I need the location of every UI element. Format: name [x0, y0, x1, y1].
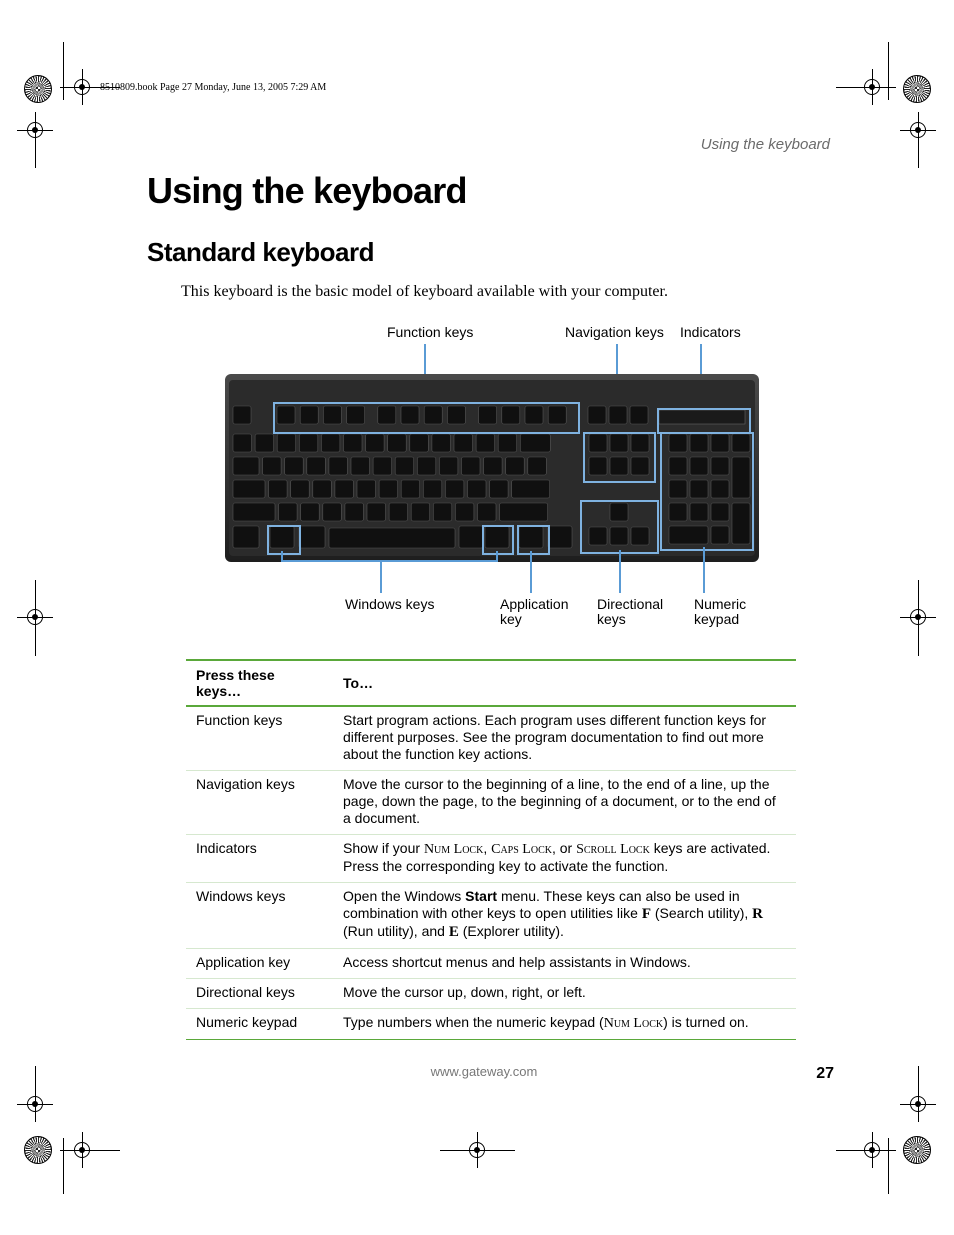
table-row — [186, 949, 796, 979]
keyboard-key — [498, 434, 517, 452]
keyboard-key — [345, 503, 364, 521]
leader-numeric-keypad — [703, 547, 705, 593]
keyboard-key — [455, 503, 474, 521]
num-lock-key: Num Lock — [423, 842, 484, 857]
running-head: Using the keyboard — [700, 136, 830, 153]
keyboard-key — [233, 406, 251, 424]
start-menu-label: Start — [465, 888, 498, 904]
keyboard-key — [279, 503, 298, 521]
table-row — [186, 771, 796, 835]
highlight-application-key — [517, 525, 550, 555]
row-desc: Start program actions. Each program uses different function keys for different purposes. See the program documentation to find out more about the function key actions. — [333, 706, 796, 771]
page-number: 27 — [816, 1065, 834, 1082]
print-slug: 8510809.book Page 27 Monday, June 13, 2005 7:29 AM — [100, 82, 327, 93]
keyboard-key — [307, 457, 326, 475]
keyboard-key — [233, 526, 259, 548]
keyboard-key — [301, 503, 320, 521]
highlight-windows-key-right — [482, 525, 514, 555]
keyboard-key — [389, 503, 408, 521]
keyboard-key — [233, 503, 275, 521]
keyboard-key — [528, 457, 547, 475]
header-to: To… — [333, 660, 796, 706]
table-row — [186, 1009, 796, 1040]
leader-windows-keys — [380, 561, 382, 593]
keyboard-key — [379, 480, 398, 498]
row-key: Indicators — [186, 835, 333, 883]
row-key: Windows keys — [186, 883, 333, 949]
callout-indicators: Indicators — [680, 324, 741, 340]
leader-application-key — [530, 551, 532, 593]
page-title: Using the keyboard — [147, 170, 467, 211]
row-key: Directional keys — [186, 979, 333, 1009]
intro-paragraph: This keyboard is the basic model of keyboard available with your computer. — [181, 283, 668, 300]
row-key: Application key — [186, 949, 333, 979]
keyboard-key — [233, 480, 265, 498]
callout-navigation-keys: Navigation keys — [565, 324, 664, 340]
table-row — [186, 835, 796, 883]
table-row — [186, 706, 796, 771]
keyboard-key — [417, 457, 436, 475]
highlight-navigation-keys — [583, 432, 656, 483]
table-row — [186, 883, 796, 949]
keyboard-key — [484, 457, 503, 475]
callout-numeric-keypad: Numeric keypad — [694, 596, 747, 627]
keyboard-key — [285, 457, 304, 475]
keyboard-key — [588, 406, 606, 424]
table-row — [186, 979, 796, 1009]
keyboard-key — [506, 457, 525, 475]
keyboard-key — [299, 526, 325, 548]
keyboard-key — [433, 503, 452, 521]
keyboard-key — [490, 480, 509, 498]
keyboard-key — [233, 457, 259, 475]
section-title: Standard keyboard — [147, 237, 375, 267]
keyboard-key — [357, 480, 376, 498]
keyboard-key — [323, 503, 342, 521]
keyboard-key — [476, 434, 495, 452]
caps-lock-key: Caps Lock — [491, 842, 552, 857]
keyboard-key — [454, 434, 473, 452]
row-desc: Access shortcut menus and help assistants in Windows. — [333, 949, 796, 979]
keyboard-key — [520, 434, 550, 452]
highlight-numeric-keypad — [660, 432, 754, 551]
keyboard-key — [313, 480, 332, 498]
keys-table — [186, 659, 796, 1040]
keyboard-key — [462, 457, 481, 475]
highlight-windows-key-left — [267, 525, 301, 555]
keyboard-key — [439, 457, 458, 475]
row-desc: Type numbers when the numeric keypad (Num Lock) is turned on. — [333, 1009, 796, 1040]
callout-directional-keys: Directional keys — [597, 596, 664, 627]
callout-windows-keys: Windows keys — [345, 596, 435, 612]
keyboard-key — [255, 434, 274, 452]
callout-function-keys: Function keys — [387, 324, 474, 340]
highlight-indicators — [657, 408, 751, 434]
scroll-lock-key: Scroll Lock — [576, 842, 650, 857]
leader-windows-bridge — [281, 560, 498, 562]
table-header-row — [186, 660, 796, 706]
highlight-directional-keys — [580, 500, 659, 554]
keyboard-key — [335, 480, 354, 498]
keyboard-key — [373, 457, 392, 475]
keyboard-key — [468, 480, 487, 498]
keyboard-key — [411, 503, 430, 521]
keyboard-key — [609, 406, 627, 424]
keyboard-key — [367, 503, 386, 521]
header-press-keys: Press these keys… — [186, 660, 333, 706]
keyboard-key — [299, 434, 318, 452]
keyboard-key — [263, 457, 282, 475]
keyboard-key — [321, 434, 340, 452]
keyboard-key — [410, 434, 429, 452]
row-desc: Move the cursor up, down, right, or left. — [333, 979, 796, 1009]
leader-directional-keys — [619, 550, 621, 593]
keyboard-key — [344, 434, 363, 452]
row-desc: Open the Windows Start menu. These keys can also be used in combination with other keys to open utilities like F (Search utility), R (Run utility), and E (Explorer utility). — [333, 883, 796, 949]
row-key: Numeric keypad — [186, 1009, 333, 1040]
keyboard-key — [478, 503, 497, 521]
keyboard-key — [329, 457, 348, 475]
keyboard-key — [366, 434, 385, 452]
keyboard-key — [445, 480, 464, 498]
keyboard-key — [277, 434, 296, 452]
footer-url: www.gateway.com — [430, 1064, 538, 1079]
keyboard-key — [233, 434, 252, 452]
keyboard-key — [548, 526, 572, 548]
keyboard-key — [269, 480, 288, 498]
row-desc: Move the cursor to the beginning of a line, to the end of a line, up the page, down the page, to the beginning of a document, or to the end of a document. — [333, 771, 796, 835]
keyboard-key — [423, 480, 442, 498]
callout-application-key: Application key — [500, 596, 569, 627]
keyboard-key — [291, 480, 310, 498]
row-key: Function keys — [186, 706, 333, 771]
keyboard-key — [351, 457, 370, 475]
row-key: Navigation keys — [186, 771, 333, 835]
keyboard-key — [395, 457, 414, 475]
keyboard-key — [432, 434, 451, 452]
keyboard-key — [500, 503, 548, 521]
row-desc: Show if your Num Lock, Caps Lock, or Scroll Lock keys are activated. Press the corresponding key to activate the function. — [333, 835, 796, 883]
keyboard-key — [512, 480, 550, 498]
keyboard-key — [459, 526, 483, 548]
keyboard-key — [388, 434, 407, 452]
highlight-function-keys — [273, 402, 580, 434]
keyboard-key — [630, 406, 648, 424]
keyboard-key — [401, 480, 420, 498]
keyboard-key — [329, 528, 455, 548]
